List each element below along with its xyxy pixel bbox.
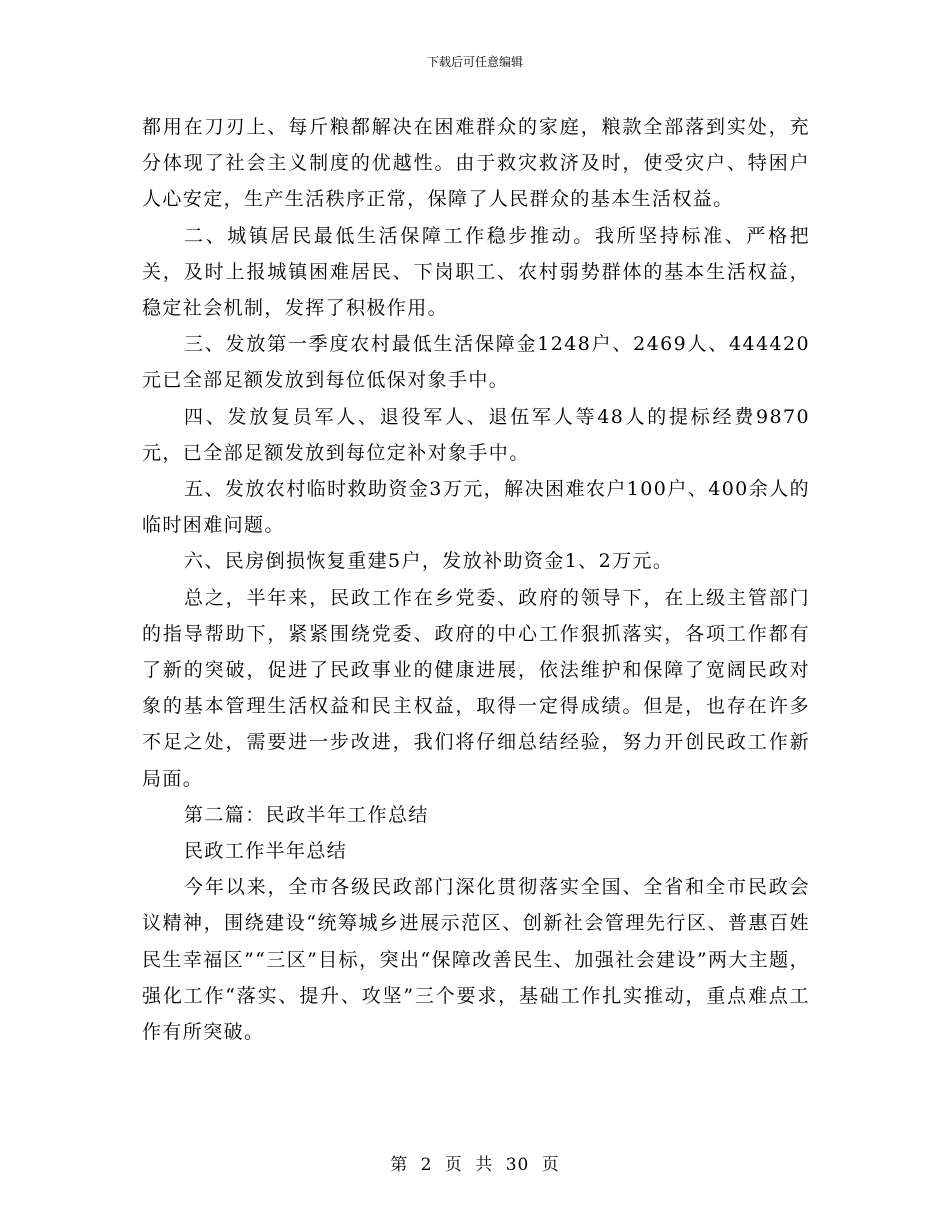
paragraph-summary: 总之，半年来，民政工作在乡党委、政府的领导下，在上级主管部门的指导帮助下，紧紧围绕党委、政府的中心工作狠抓落实，各项工作都有了新的突破，促进了民政事业的健康进展，依法维护和保障了宽阔民政对象的基本管理生活权益和民主权益，取得一定得成绩。但是，也存在许多不足之处，需要进一步改进，我们将仔细总结经验，努力开创民政工作新局面。 — [142, 586, 810, 790]
paragraph-item-3: 三、发放第一季度农村最低生活保障金1248户、2469人、444420元已全部足额发放到每位低保对象手中。 — [142, 333, 810, 392]
section-subtitle: 民政工作半年总结 — [184, 840, 348, 863]
paragraph-item-6: 六、民房倒损恢复重建5户，发放补助资金1、2万元。 — [184, 550, 674, 573]
paragraph-continuation: 都用在刀刃上、每斤粮都解决在困难群众的家庭，粮款全部落到实处，充分体现了社会主义制度的优越性。由于救灾救济及时，使受灾户、特困户人心安定，生产生活秩序正常，保障了人民群众的基本生活权益。 — [142, 116, 810, 211]
document-body — [142, 109, 810, 1050]
paragraph-item-2: 二、城镇居民最低生活保障工作稳步推动。我所坚持标准、严格把关，及时上报城镇困难居民、下岗职工、农村弱势群体的基本生活权益，稳定社会机制，发挥了积极作用。 — [142, 224, 810, 320]
paragraph-item-5: 五、发放农村临时救助资金3万元，解决困难农户100户、400余人的临时困难问题。 — [142, 478, 810, 537]
section-heading: 第二篇：民政半年工作总结 — [184, 803, 429, 826]
paragraph-item-4: 四、发放复员军人、退役军人、退伍军人等48人的提标经费9870元，已全部足额发放到每位定补对象手中。 — [142, 405, 810, 464]
paragraph-intro: 今年以来，全市各级民政部门深化贯彻落实全国、全省和全市民政会议精神，围绕建设“统筹城乡进展示范区、创新社会管理先行区、普惠百姓民生幸福区”“三区”目标，突出“保障改善民生、加强社会建设”两大主题，强化工作“落实、提升、攻坚”三个要求，基础工作扎实推动，重点难点工作有所突破。 — [142, 876, 810, 1044]
page-number: 第 2 页 共 30 页 — [390, 1155, 560, 1175]
page-header-note: 下载后可任意编辑 — [426, 55, 523, 69]
